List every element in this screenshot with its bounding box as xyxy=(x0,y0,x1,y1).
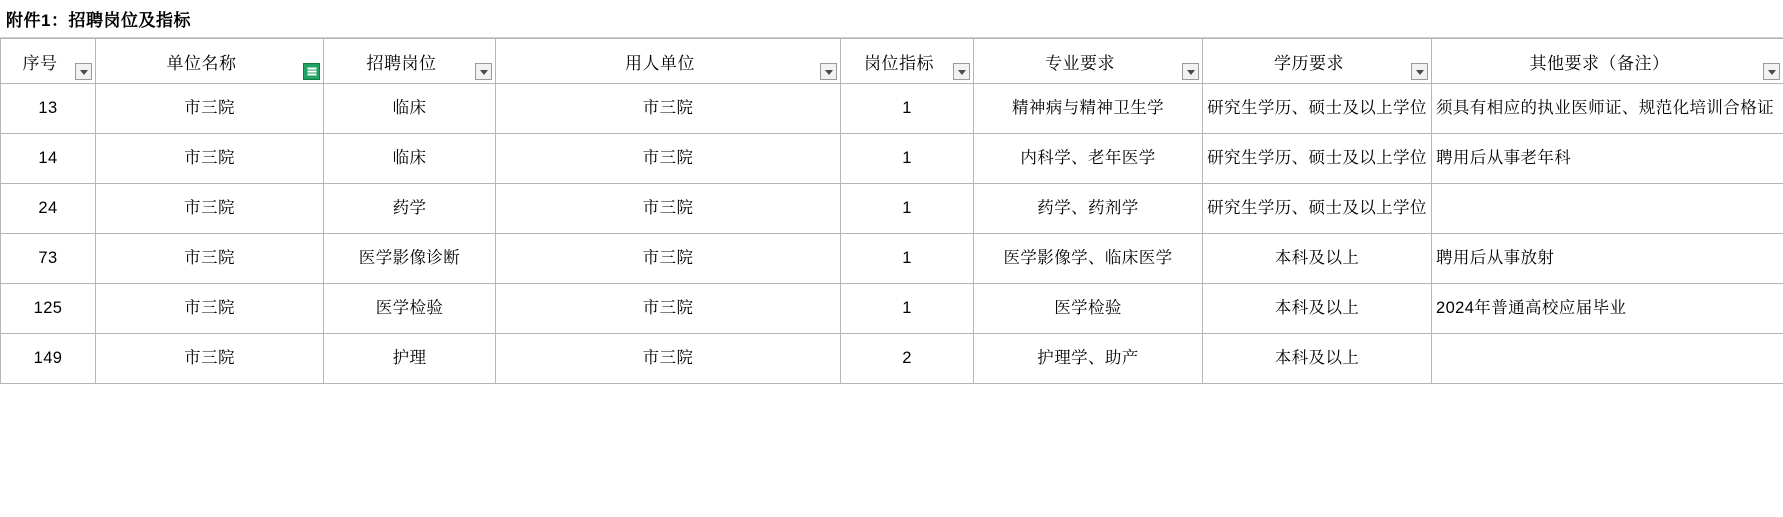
cell-quota[interactable]: 2 xyxy=(841,334,974,384)
filter-dropdown-icon-education[interactable] xyxy=(1411,63,1428,80)
table-row[interactable] xyxy=(1,84,1783,134)
column-header-remark[interactable] xyxy=(1432,39,1783,84)
cell-quota[interactable]: 1 xyxy=(841,284,974,334)
cell-unit[interactable]: 市三院 xyxy=(96,84,324,134)
cell-education[interactable]: 研究生学历、硕士及以上学位 xyxy=(1203,84,1432,134)
cell-employer[interactable]: 市三院 xyxy=(496,134,841,184)
cell-post[interactable]: 医学检验 xyxy=(324,284,496,334)
cell-post[interactable]: 药学 xyxy=(324,184,496,234)
cell-unit[interactable]: 市三院 xyxy=(96,134,324,184)
cell-unit[interactable]: 市三院 xyxy=(96,284,324,334)
cell-employer[interactable]: 市三院 xyxy=(496,84,841,134)
cell-education[interactable]: 研究生学历、硕士及以上学位 xyxy=(1203,134,1432,184)
cell-employer[interactable]: 市三院 xyxy=(496,284,841,334)
cell-quota[interactable]: 1 xyxy=(841,84,974,134)
filter-dropdown-icon-employer[interactable] xyxy=(820,63,837,80)
filter-dropdown-icon-no[interactable] xyxy=(75,63,92,80)
cell-unit[interactable]: 市三院 xyxy=(96,184,324,234)
cell-post[interactable]: 临床 xyxy=(324,134,496,184)
column-header-label: 岗位指标 xyxy=(864,53,934,73)
table-header-row xyxy=(1,39,1783,84)
cell-employer[interactable]: 市三院 xyxy=(496,184,841,234)
cell-post[interactable]: 临床 xyxy=(324,84,496,134)
table-row[interactable] xyxy=(1,334,1783,384)
cell-no[interactable]: 24 xyxy=(1,184,96,234)
cell-quota[interactable]: 1 xyxy=(841,184,974,234)
cell-no[interactable]: 13 xyxy=(1,84,96,134)
cell-employer[interactable]: 市三院 xyxy=(496,334,841,384)
cell-no[interactable]: 73 xyxy=(1,234,96,284)
page-title: 附件1：招聘岗位及指标 xyxy=(6,11,191,30)
column-header-label: 专业要求 xyxy=(1045,53,1115,73)
cell-unit[interactable]: 市三院 xyxy=(96,334,324,384)
cell-remark[interactable] xyxy=(1432,334,1783,384)
column-header-label: 单位名称 xyxy=(166,53,237,73)
filter-dropdown-icon-post[interactable] xyxy=(475,63,492,80)
column-header-major[interactable] xyxy=(974,39,1203,84)
column-header-label: 其他要求（备注） xyxy=(1529,53,1670,73)
cell-post[interactable]: 护理 xyxy=(324,334,496,384)
cell-remark[interactable]: 须具有相应的执业医师证、规范化培训合格证 xyxy=(1432,84,1783,134)
cell-remark[interactable] xyxy=(1432,184,1783,234)
column-header-label: 用人单位 xyxy=(625,53,695,73)
column-header-label: 招聘岗位 xyxy=(366,53,437,73)
column-header-label: 序号 xyxy=(22,53,58,73)
jobs-table xyxy=(0,38,1783,384)
column-header-label: 学历要求 xyxy=(1274,53,1344,73)
sheet-title-row xyxy=(0,0,1783,38)
table-row[interactable] xyxy=(1,284,1783,334)
filter-dropdown-icon-quota[interactable] xyxy=(953,63,970,80)
cell-remark[interactable]: 聘用后从事放射 xyxy=(1432,234,1783,284)
cell-education[interactable]: 本科及以上 xyxy=(1203,284,1432,334)
cell-quota[interactable]: 1 xyxy=(841,134,974,184)
filter-dropdown-icon-remark[interactable] xyxy=(1763,63,1780,80)
cell-employer[interactable]: 市三院 xyxy=(496,234,841,284)
cell-major[interactable]: 药学、药剂学 xyxy=(974,184,1203,234)
cell-no[interactable]: 125 xyxy=(1,284,96,334)
cell-no[interactable]: 149 xyxy=(1,334,96,384)
column-header-quota[interactable] xyxy=(841,39,974,84)
cell-major[interactable]: 医学检验 xyxy=(974,284,1203,334)
table-row[interactable] xyxy=(1,134,1783,184)
cell-unit[interactable]: 市三院 xyxy=(96,234,324,284)
table-body xyxy=(1,84,1783,384)
filter-dropdown-icon-major[interactable] xyxy=(1182,63,1199,80)
cell-remark[interactable]: 聘用后从事老年科 xyxy=(1432,134,1783,184)
cell-education[interactable]: 研究生学历、硕士及以上学位 xyxy=(1203,184,1432,234)
cell-remark[interactable]: 2024年普通高校应届毕业 xyxy=(1432,284,1783,334)
table-row[interactable] xyxy=(1,184,1783,234)
cell-major[interactable]: 医学影像学、临床医学 xyxy=(974,234,1203,284)
cell-no[interactable]: 14 xyxy=(1,134,96,184)
table-row[interactable] xyxy=(1,234,1783,284)
cell-quota[interactable]: 1 xyxy=(841,234,974,284)
cell-major[interactable]: 内科学、老年医学 xyxy=(974,134,1203,184)
filter-active-icon-unit[interactable] xyxy=(303,63,320,80)
cell-major[interactable]: 护理学、助产 xyxy=(974,334,1203,384)
column-header-education[interactable] xyxy=(1203,39,1432,84)
column-header-no[interactable] xyxy=(1,39,96,84)
column-header-unit[interactable] xyxy=(96,39,324,84)
column-header-employer[interactable] xyxy=(496,39,841,84)
column-header-post[interactable] xyxy=(324,39,496,84)
cell-post[interactable]: 医学影像诊断 xyxy=(324,234,496,284)
cell-education[interactable]: 本科及以上 xyxy=(1203,334,1432,384)
cell-major[interactable]: 精神病与精神卫生学 xyxy=(974,84,1203,134)
cell-education[interactable]: 本科及以上 xyxy=(1203,234,1432,284)
